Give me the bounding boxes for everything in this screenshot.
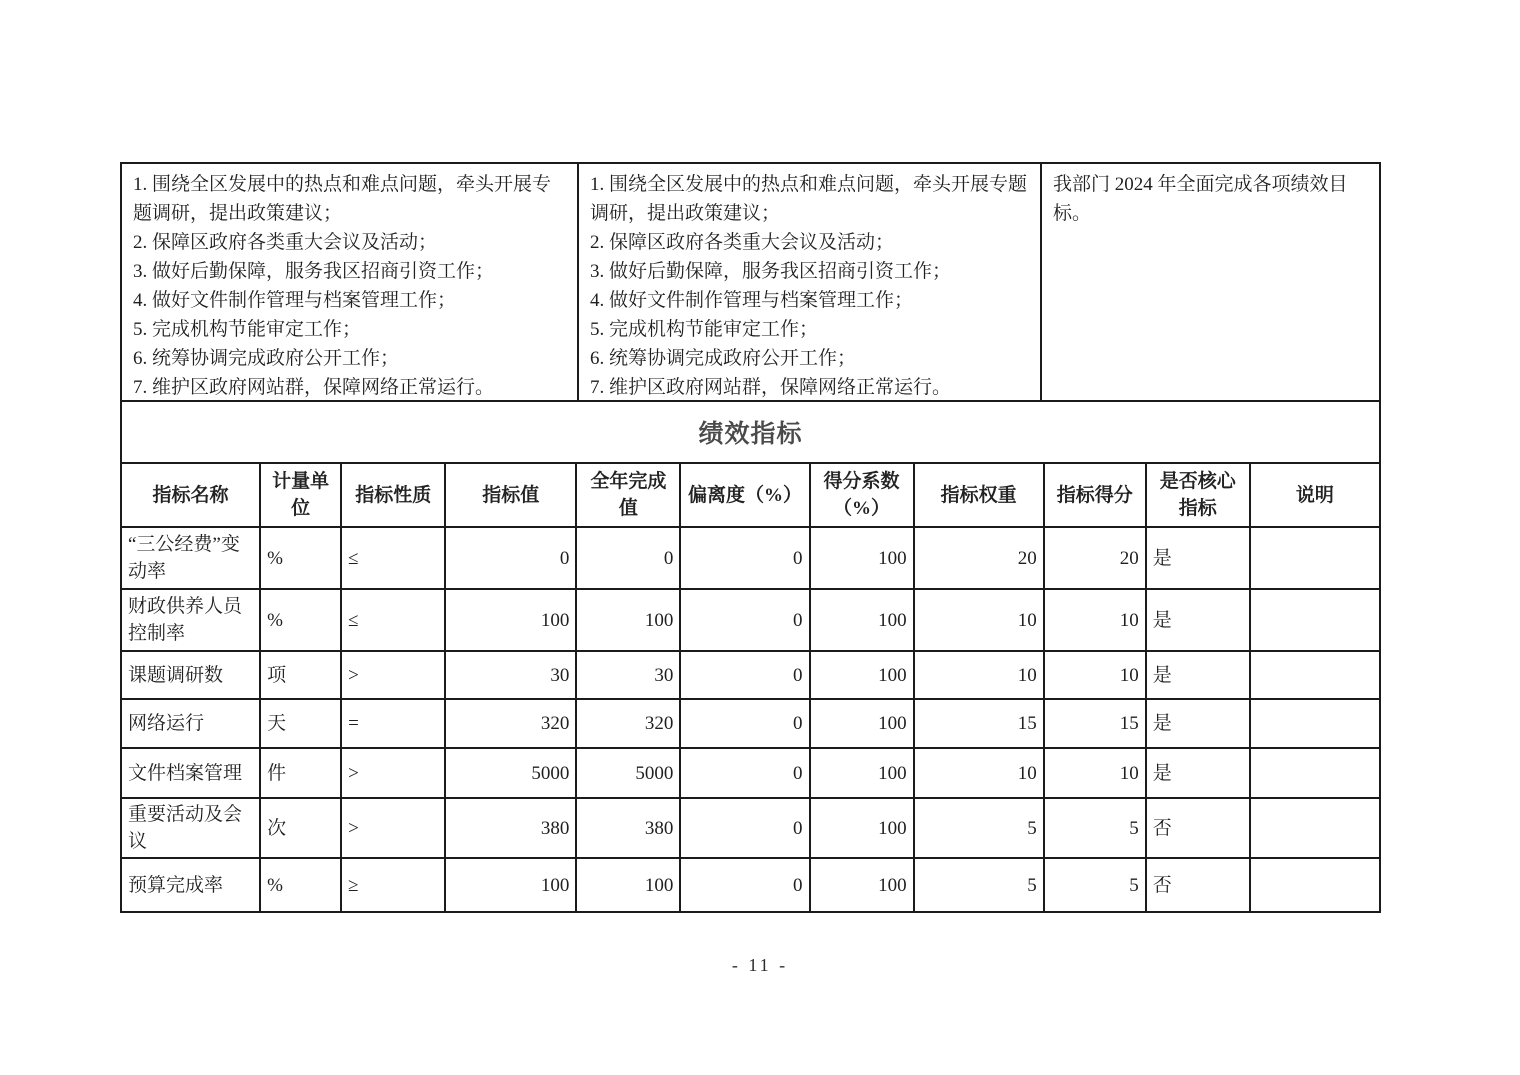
cell-nature: > (341, 748, 445, 798)
objectives-column-1 (122, 164, 579, 400)
cell-completed: 100 (576, 589, 680, 651)
cell-coefficient: 100 (810, 651, 914, 699)
cell-completed: 30 (576, 651, 680, 699)
cell-deviation: 0 (680, 651, 809, 699)
task-item: 7. 维护区政府网站群，保障网络正常运行。 (133, 377, 495, 398)
cell-name: 重要活动及会议 (121, 798, 260, 858)
task-item: 5. 完成机构节能审定工作； (133, 319, 362, 340)
column-header-name: 指标名称 (121, 463, 260, 527)
cell-target: 380 (445, 798, 576, 858)
cell-coefficient: 100 (810, 589, 914, 651)
page-number: - 11 - (731, 955, 789, 975)
cell-unit: % (260, 589, 341, 651)
cell-note (1250, 858, 1380, 912)
cell-target: 100 (445, 858, 576, 912)
cell-completed: 380 (576, 798, 680, 858)
cell-nature: = (341, 699, 445, 748)
indicator-row (121, 589, 1380, 651)
indicator-table-body (121, 527, 1380, 912)
cell-score: 10 (1044, 651, 1146, 699)
cell-name: 财政供养人员控制率 (121, 589, 260, 651)
cell-weight: 10 (914, 651, 1044, 699)
task-item: 7. 维护区政府网站群，保障网络正常运行。 (590, 377, 952, 398)
cell-deviation: 0 (680, 699, 809, 748)
column-header-weight: 指标权重 (914, 463, 1044, 527)
task-item: 5. 完成机构节能审定工作； (590, 319, 819, 340)
report-body (120, 162, 1381, 913)
cell-name: 网络运行 (121, 699, 260, 748)
task-item: 4. 做好文件制作管理与档案管理工作； (133, 290, 457, 311)
column-header-target: 指标值 (445, 463, 576, 527)
task-item: 1. 围绕全区发展中的热点和难点问题，牵头开展专题调研，提出政策建议； (133, 174, 552, 224)
cell-unit: % (260, 858, 341, 912)
cell-score: 20 (1044, 527, 1146, 589)
cell-deviation: 0 (680, 798, 809, 858)
cell-note (1250, 798, 1380, 858)
indicator-row (121, 699, 1380, 748)
cell-note (1250, 651, 1380, 699)
column-header-deviation: 偏离度（%） (680, 463, 809, 527)
task-item: 6. 统筹协调完成政府公开工作； (133, 348, 400, 369)
cell-deviation: 0 (680, 527, 809, 589)
cell-name: 文件档案管理 (121, 748, 260, 798)
cell-coefficient: 100 (810, 858, 914, 912)
task-item: 3. 做好后勤保障，服务我区招商引资工作； (133, 261, 495, 282)
task-item: 2. 保障区政府各类重大会议及活动； (590, 232, 895, 253)
cell-name: 课题调研数 (121, 651, 260, 699)
cell-core: 否 (1146, 798, 1250, 858)
section-title: 绩效指标 (698, 420, 803, 448)
indicator-row (121, 651, 1380, 699)
cell-score: 15 (1044, 699, 1146, 748)
objectives-column-2 (579, 164, 1042, 400)
column-header-note: 说明 (1250, 463, 1380, 527)
column-header-score: 指标得分 (1044, 463, 1146, 527)
cell-core: 是 (1146, 699, 1250, 748)
cell-coefficient: 100 (810, 699, 914, 748)
cell-nature: ≤ (341, 527, 445, 589)
completion-summary-cell (1042, 164, 1379, 400)
cell-completed: 320 (576, 699, 680, 748)
cell-nature: > (341, 651, 445, 699)
cell-score: 10 (1044, 589, 1146, 651)
cell-note (1250, 527, 1380, 589)
annual-objectives-section (120, 162, 1381, 402)
column-header-nature: 指标性质 (341, 463, 445, 527)
cell-unit: % (260, 527, 341, 589)
cell-completed: 0 (576, 527, 680, 589)
task-item: 2. 保障区政府各类重大会议及活动； (133, 232, 438, 253)
performance-indicators-band (120, 402, 1381, 462)
column-header-completed: 全年完成值 (576, 463, 680, 527)
cell-completed: 5000 (576, 748, 680, 798)
indicator-table-header-row (121, 463, 1380, 527)
indicator-table (120, 462, 1381, 913)
cell-target: 0 (445, 527, 576, 589)
cell-name: 预算完成率 (121, 858, 260, 912)
cell-core: 是 (1146, 589, 1250, 651)
cell-target: 5000 (445, 748, 576, 798)
cell-note (1250, 748, 1380, 798)
cell-nature: ≤ (341, 589, 445, 651)
cell-note (1250, 589, 1380, 651)
cell-core: 否 (1146, 858, 1250, 912)
cell-core: 是 (1146, 748, 1250, 798)
task-item: 4. 做好文件制作管理与档案管理工作； (590, 290, 914, 311)
column-header-core: 是否核心指标 (1146, 463, 1250, 527)
indicator-row (121, 798, 1380, 858)
task-item: 3. 做好后勤保障，服务我区招商引资工作； (590, 261, 952, 282)
cell-completed: 100 (576, 858, 680, 912)
indicator-row (121, 748, 1380, 798)
cell-target: 30 (445, 651, 576, 699)
cell-weight: 5 (914, 798, 1044, 858)
cell-weight: 15 (914, 699, 1044, 748)
cell-unit: 次 (260, 798, 341, 858)
cell-unit: 项 (260, 651, 341, 699)
cell-weight: 10 (914, 589, 1044, 651)
cell-name: “三公经费”变动率 (121, 527, 260, 589)
cell-deviation: 0 (680, 748, 809, 798)
cell-core: 是 (1146, 651, 1250, 699)
indicator-row (121, 858, 1380, 912)
cell-nature: ≥ (341, 858, 445, 912)
task-item: 6. 统筹协调完成政府公开工作； (590, 348, 857, 369)
task-item: 1. 围绕全区发展中的热点和难点问题，牵头开展专题调研，提出政策建议； (590, 174, 1028, 224)
cell-target: 320 (445, 699, 576, 748)
completion-summary-text: 我部门 2024 年全面完成各项绩效目标。 (1053, 174, 1348, 224)
cell-unit: 件 (260, 748, 341, 798)
cell-deviation: 0 (680, 589, 809, 651)
cell-note (1250, 699, 1380, 748)
column-header-coefficient: 得分系数（%） (810, 463, 914, 527)
cell-weight: 10 (914, 748, 1044, 798)
cell-core: 是 (1146, 527, 1250, 589)
cell-nature: > (341, 798, 445, 858)
cell-score: 5 (1044, 798, 1146, 858)
cell-weight: 5 (914, 858, 1044, 912)
cell-target: 100 (445, 589, 576, 651)
cell-unit: 天 (260, 699, 341, 748)
cell-coefficient: 100 (810, 527, 914, 589)
cell-score: 5 (1044, 858, 1146, 912)
cell-score: 10 (1044, 748, 1146, 798)
cell-coefficient: 100 (810, 748, 914, 798)
cell-weight: 20 (914, 527, 1044, 589)
column-header-unit: 计量单位 (260, 463, 341, 527)
cell-deviation: 0 (680, 858, 809, 912)
cell-coefficient: 100 (810, 798, 914, 858)
indicator-row (121, 527, 1380, 589)
